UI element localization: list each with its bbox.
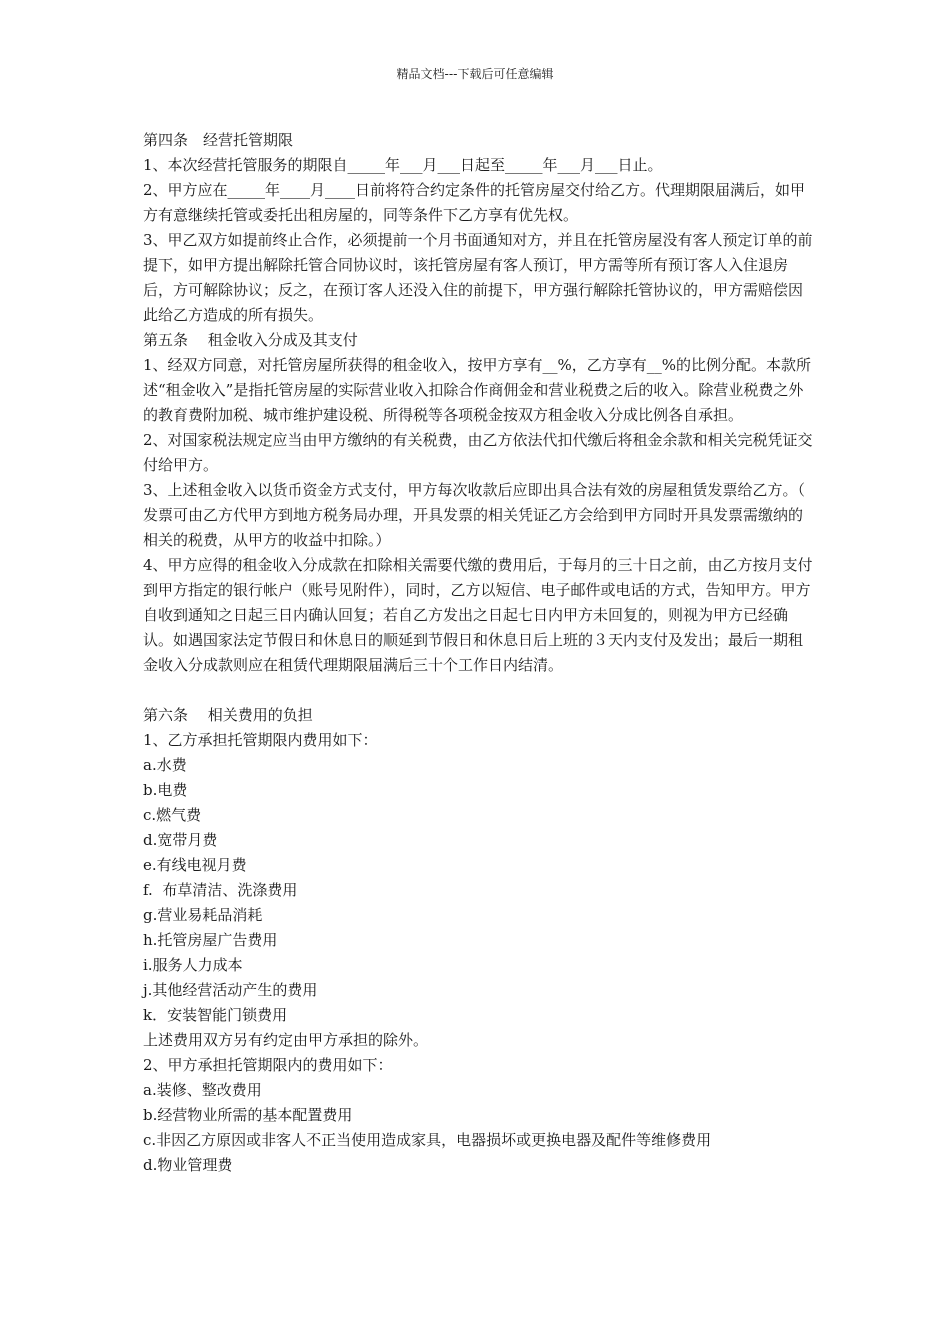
article-5-paragraph-3: 3、上述租金收入以货币资金方式支付，甲方每次收款后应即出具合法有效的房屋租赁发票给乙方。（ 发票可由乙方代甲方到地方税务局办理，开具发票的相关凭证乙方会给到甲方同时开具发票需缴纳的相关的税费，从甲方的收益中扣除。） (143, 481, 810, 549)
list-item: a.装修、整改费用 (143, 1081, 262, 1099)
article-4-paragraph-2: 2、甲方应在_____年____月____日前将符合约定条件的托管房屋交付给乙方。代理期限届满后，如甲方有意继续托管或委托出租房屋的，同等条件下乙方享有优先权。 (143, 181, 806, 224)
list-item: b.经营物业所需的基本配置费用 (143, 1106, 353, 1124)
list-item: c.非因乙方原因或非客人不正当使用造成家具，电器损坏或更换电器及配件等维修费用 (143, 1131, 712, 1149)
list-item: b.电费 (143, 781, 188, 799)
page-header: 精品文档---下载后可任意编辑 (396, 67, 554, 81)
list-item: e.有线电视月费 (143, 856, 247, 874)
article-5-paragraph-1: 1、经双方同意，对托管房屋所获得的租金收入，按甲方享有__%，乙方享有__%的比例分配。本款所述“租金收入”是指托管房屋的实际营业收入扣除合作商佣金和营业税费之后的收入。除营业税费之外的教育费附加税、城市维护建设税、所得税等各项税金按双方租金收入分成比例各自承担。 (143, 356, 812, 424)
list-item: j.其他经营活动产生的费用 (143, 981, 318, 999)
article-4-paragraph-1: 1、本次经营托管服务的期限自_____年___月___日起至_____年___月___日止。 (143, 156, 663, 174)
article-6-part-1-note: 上述费用双方另有约定由甲方承担的除外。 (143, 1031, 429, 1049)
list-item: a.水费 (143, 756, 187, 774)
list-item: d.宽带月费 (143, 831, 218, 849)
list-item: g.营业易耗品消耗 (143, 906, 263, 924)
list-item: i.服务人力成本 (143, 956, 243, 974)
article-5-paragraph-4: 4、甲方应得的租金收入分成款在扣除相关需要代缴的费用后，于每月的三十日之前，由乙方按月支付到甲方指定的银行帐户（账号见附件），同时，乙方以短信、电子邮件或电话的方式，告知甲方。甲方自收到通知之日起三日内确认回复；若自乙方发出之日起七日内甲方未回复的，则视为甲方已经确认。如遇国家法定节假日和休息日的顺延到节假日和休息日后上班的３天内支付及发出；最后一期租金收入分成款则应在租赁代理期限届满后三十个工作日内结清。 (143, 556, 813, 674)
list-item: f. 布草清洁、洗涤费用 (143, 881, 298, 899)
list-item: c.燃气费 (143, 806, 202, 824)
article-4-paragraph-3: 3、甲乙双方如提前终止合作，必须提前一个月书面通知对方，并且在托管房屋没有客人预定订单的前提下，如甲方提出解除托管合同协议时，该托管房屋有客人预订，甲方需等所有预订客人入住退房后，方可解除协议；反之，在预订客人还没入住的前提下，甲方强行解除托管协议的，甲方需赔偿因此给乙方造成的所有损失。 (143, 231, 813, 324)
article-4-title: 第四条 经营托管期限 (143, 131, 294, 149)
blank-line (143, 678, 815, 703)
article-6-title: 第六条 相关费用的负担 (143, 706, 313, 724)
document-body (143, 128, 815, 1178)
list-item: h.托管房屋广告费用 (143, 931, 278, 949)
list-item: d.物业管理费 (143, 1156, 233, 1174)
list-item: k．安装智能门锁费用 (143, 1006, 288, 1024)
article-6-part-1-intro: 1、乙方承担托管期限内费用如下： (143, 731, 378, 749)
article-5-paragraph-2: 2、对国家税法规定应当由甲方缴纳的有关税费，由乙方依法代扣代缴后将租金余款和相关完税凭证交付给甲方。 (143, 431, 813, 474)
article-6-part-2-intro: 2、甲方承担托管期限内的费用如下： (143, 1056, 393, 1074)
article-5-title: 第五条 租金收入分成及其支付 (143, 331, 358, 349)
